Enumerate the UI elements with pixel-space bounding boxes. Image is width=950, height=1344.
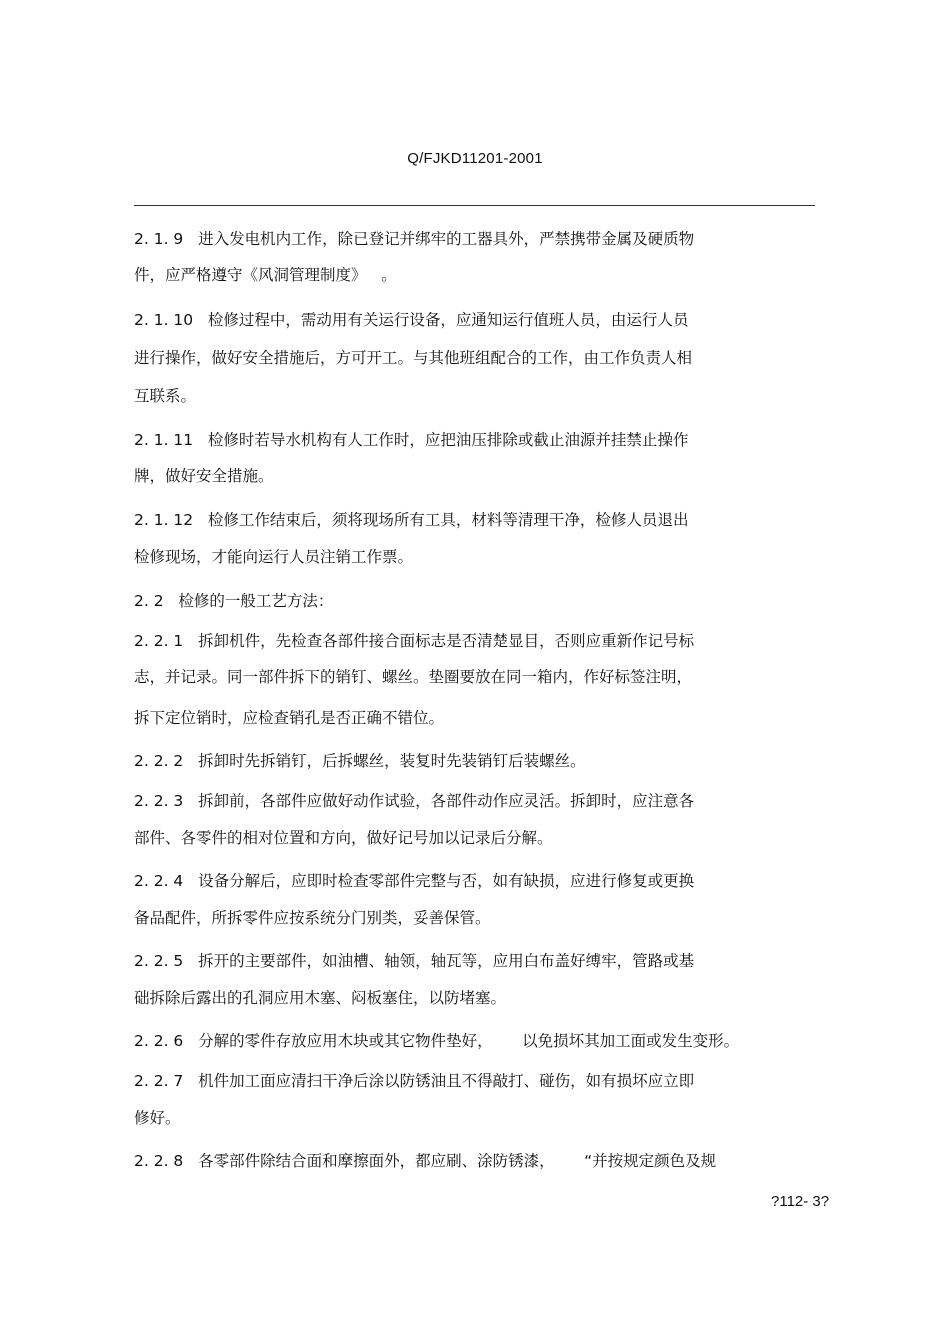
text-line: 2. 2. 6 分解的零件存放应用木块或其它物件垫好， 以免损坏其加工面或发生变形。	[134, 1032, 740, 1050]
text-line: 2. 2. 5 拆开的主要部件，如油槽、轴领，轴瓦等，应用白布盖好缚牢，管路或基	[134, 952, 695, 970]
text-line: 检修现场，才能向运行人员注销工作票。	[134, 548, 414, 566]
text-line: 础拆除后露出的孔洞应用木塞、闷板塞住，以防堵塞。	[134, 989, 507, 1007]
section-heading: 2. 2 检修的一般工艺方法：	[134, 592, 334, 610]
text-line: 2. 2. 3 拆卸前，各部件应做好动作试验，各部件动作应灵活。拆卸时，应注意各	[134, 792, 695, 810]
text-line: 件，应严格遵守《风洞管理制度》 。	[134, 266, 397, 284]
text-line: 2. 1. 12 检修工作结束后，须将现场所有工具，材料等清理干净，检修人员退出	[134, 511, 689, 529]
text-line: 拆下定位销时，应检查销孔是否正确不错位。	[134, 709, 445, 727]
text-line: 牌，做好安全措施。	[134, 467, 274, 485]
page-number: ?112- 3?	[771, 1193, 830, 1210]
text-line: 2. 2. 4 设备分解后，应即时检查零部件完整与否，如有缺损，应进行修复或更换	[134, 872, 695, 890]
document-code: Q/FJKD11201-2001	[407, 150, 543, 167]
text-line: 进行操作，做好安全措施后，方可开工。与其他班组配合的工作，由工作负责人相	[134, 349, 693, 367]
text-line: 2. 2. 1 拆卸机件，先检查各部件接合面标志是否清楚显目，否则应重新作记号标	[134, 632, 695, 650]
text-line: 修好。	[134, 1109, 181, 1127]
header-rule	[134, 205, 815, 206]
text-line: 2. 2. 8 各零部件除结合面和摩擦面外，都应刷、涂防锈漆， “并按规定颜色及规	[134, 1152, 717, 1170]
text-line: 2. 1. 11 检修时若导水机构有人工作时，应把油压排除或截止油源并挂禁止操作	[134, 431, 689, 449]
text-line: 部件、各零件的相对位置和方向，做好记号加以记录后分解。	[134, 829, 553, 847]
text-line: 2. 1. 9 进入发电机内工作，除已登记并绑牢的工器具外，严禁携带金属及硬质物	[134, 230, 695, 248]
text-line: 2. 2. 2 拆卸时先拆销钉，后拆螺丝，装复时先装销钉后装螺丝。	[134, 752, 586, 770]
text-line: 2. 1. 10 检修过程中，需动用有关运行设备，应通知运行值班人员，由运行人员	[134, 311, 689, 329]
text-line: 2. 2. 7 机件加工面应清扫干净后涂以防锈油且不得敲打、碰伤，如有损坏应立即	[134, 1072, 695, 1090]
text-line: 备品配件，所拆零件应按系统分门别类，妥善保管。	[134, 909, 491, 927]
text-line: 互联系。	[134, 387, 197, 405]
text-line: 志，并记录。同一部件拆下的销钉、螺丝。垫圈要放在同一箱内，作好标签注明，	[134, 668, 693, 686]
